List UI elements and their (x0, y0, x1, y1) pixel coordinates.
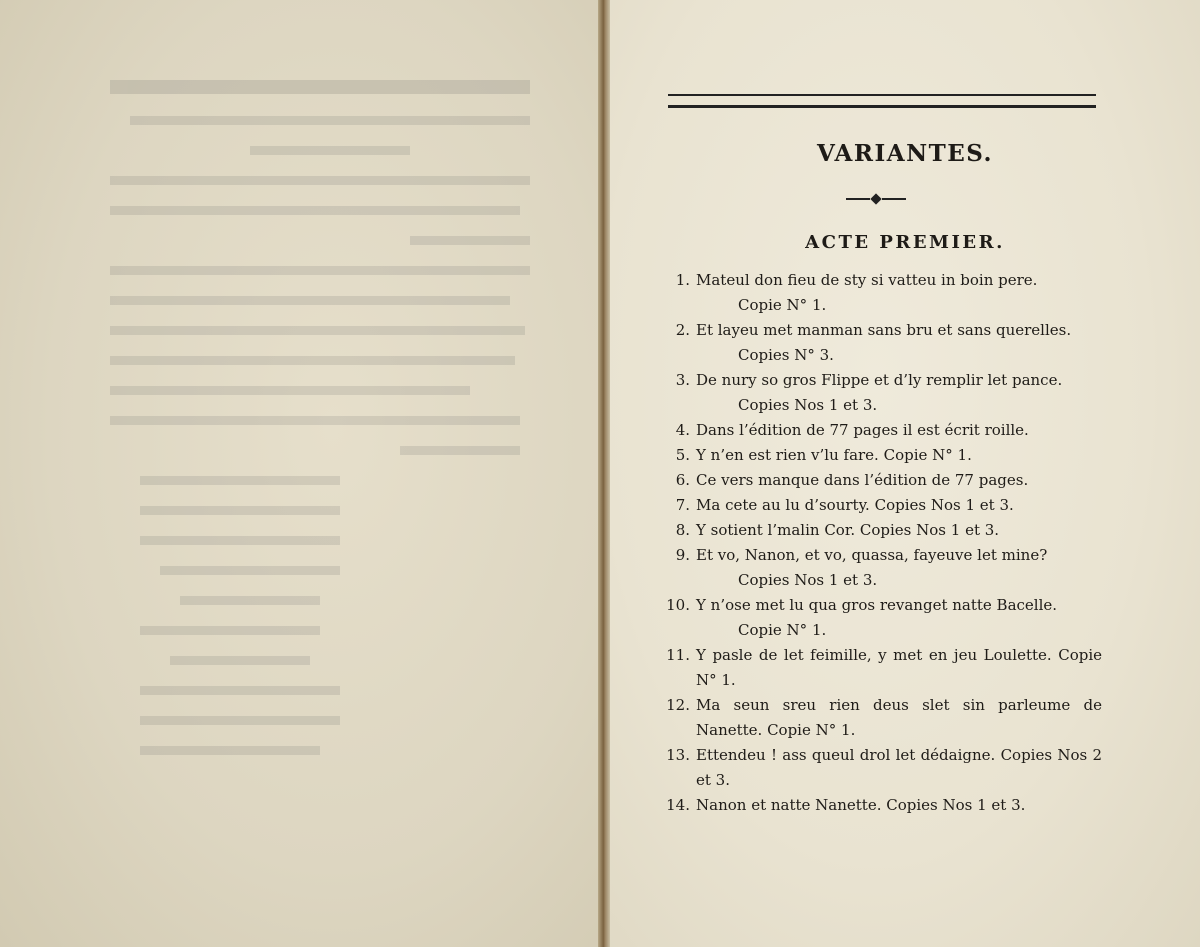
section-heading: ACTE PREMIER. (805, 232, 1005, 253)
entry-number: 3. (675, 371, 690, 389)
entry-number: 1. (675, 271, 690, 289)
entry-text: Ce vers manque dans l’édition de 77 pages. (696, 471, 1029, 489)
entry-number: 9. (675, 546, 690, 564)
list-item (662, 643, 1102, 693)
entry-number: 6. (675, 471, 690, 489)
entry-source: Copie N° 1. (738, 296, 827, 314)
page-title: VARIANTES. (816, 140, 994, 167)
right-page (610, 0, 1200, 947)
list-item (662, 693, 1102, 743)
entry-number: 14. (666, 796, 690, 814)
entry-text: Et vo, Nanon, et vo, quassa, fayeuve let mine? (696, 546, 1048, 564)
entry-text: Y n’en est rien v’lu fare. Copie N° 1. (696, 446, 972, 464)
entry-text: Y pasle de let feimille, y met en jeu Loulette. Copie N° 1. (696, 646, 1102, 689)
entry-text: Mateul don fieu de sty si vatteu in boin pere. (696, 271, 1038, 289)
variant-list (662, 268, 1102, 818)
entry-number: 13. (666, 746, 690, 764)
entry-number: 10. (666, 596, 690, 614)
list-item (662, 418, 1102, 443)
book-gutter (598, 0, 610, 947)
entry-source: Copie N° 1. (738, 621, 827, 639)
entry-text: Ma cete au lu d’sourty. Copies Nos 1 et 3. (696, 496, 1014, 514)
list-item (662, 743, 1102, 793)
entry-text: Dans l’édition de 77 pages il est écrit roille. (696, 421, 1029, 439)
list-item (662, 443, 1102, 468)
entry-text: Ettendeu ! ass queul drol let dédaigne. Copies Nos 2 et 3. (696, 746, 1102, 789)
list-item (662, 518, 1102, 543)
entry-text: De nury so gros Flippe et d’ly remplir let pance. (696, 371, 1063, 389)
entry-number: 11. (666, 646, 690, 664)
list-item (662, 543, 1102, 593)
bleed-through-texture (110, 80, 540, 780)
list-item (662, 268, 1102, 318)
ornament-divider (846, 196, 906, 202)
list-item (662, 318, 1102, 368)
list-item (662, 793, 1102, 818)
entry-source: Copies Nos 1 et 3. (738, 571, 878, 589)
entry-number: 8. (675, 521, 690, 539)
entry-text: Nanon et natte Nanette. Copies Nos 1 et 3. (696, 796, 1026, 814)
entry-number: 2. (675, 321, 690, 339)
list-item (662, 468, 1102, 493)
list-item (662, 493, 1102, 518)
entry-text: Y n’ose met lu qua gros revanget natte Bacelle. (696, 596, 1058, 614)
entry-number: 7. (675, 496, 690, 514)
entry-number: 4. (675, 421, 690, 439)
entry-number: 5. (675, 446, 690, 464)
entry-source: Copies Nos 1 et 3. (738, 396, 878, 414)
double-rule (668, 94, 1096, 108)
entry-source: Copies N° 3. (738, 346, 834, 364)
list-item (662, 368, 1102, 418)
entry-number: 12. (666, 696, 690, 714)
entry-text: Y sotient l’malin Cor. Copies Nos 1 et 3. (696, 521, 1000, 539)
list-item (662, 593, 1102, 643)
entry-text: Ma seun sreu rien deus slet sin parleume de Nanette. Copie N° 1. (696, 696, 1102, 739)
entry-text: Et layeu met manman sans bru et sans querelles. (696, 321, 1072, 339)
